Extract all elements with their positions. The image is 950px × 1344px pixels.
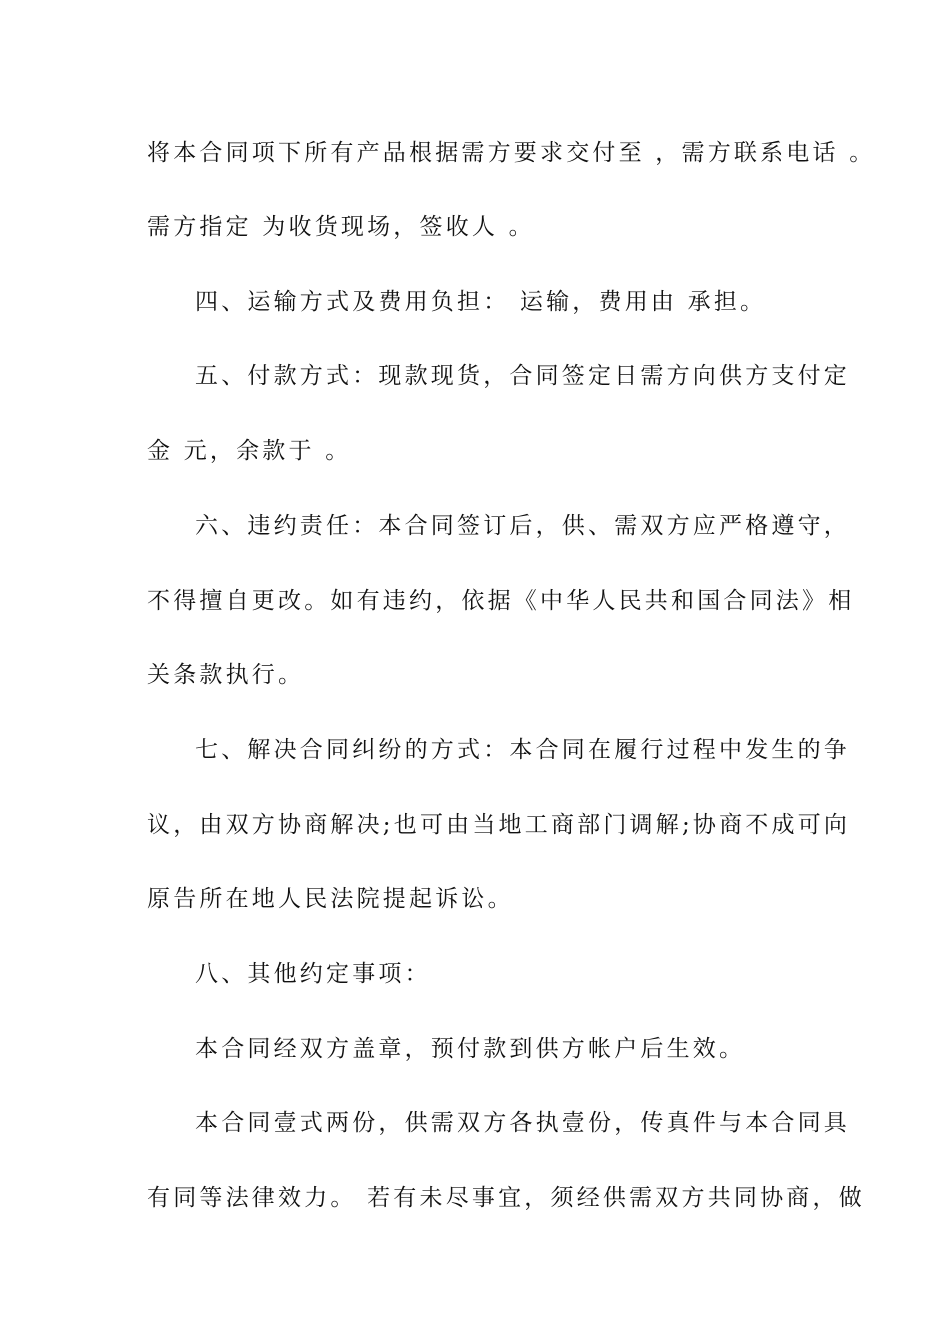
text-line-effective: 本合同经双方盖章，预付款到供方帐户后生效。: [195, 1036, 746, 1062]
text-line-receiving: 需方指定 为收货现场，签收人 。: [147, 214, 535, 240]
text-line-liability-end: 关条款执行。: [147, 662, 305, 688]
clause-5-payment: 五、付款方式：现款现货，合同签定日需方向供方支付定: [195, 363, 850, 389]
clause-6-liability: 六、违约责任：本合同签订后，供、需双方应严格遵守，: [195, 513, 850, 539]
text-line-delivery: 将本合同项下所有产品根据需方要求交付至 ，需方联系电话 。: [147, 140, 876, 166]
clause-7-disputes: 七、解决合同纠纷的方式：本合同在履行过程中发生的争: [195, 737, 850, 763]
text-line-disputes-cont: 议，由双方协商解决;也可由当地工商部门调解;协商不成可向: [147, 812, 851, 838]
text-line-payment-cont: 金 元，余款于 。: [147, 438, 352, 464]
text-line-copies: 本合同壹式两份，供需双方各执壹份，传真件与本合同具: [195, 1110, 850, 1136]
text-line-copies-cont: 有同等法律效力。 若有未尽事宜，须经供需双方共同协商，做: [147, 1185, 865, 1211]
text-line-disputes-end: 原告所在地人民法院提起诉讼。: [147, 886, 514, 912]
text-line-liability-cont: 不得擅自更改。如有违约，依据《中华人民共和国合同法》相: [147, 588, 855, 614]
clause-4-transport: 四、运输方式及费用负担： 运输，费用由 承担。: [195, 289, 767, 315]
clause-8-other: 八、其他约定事项：: [195, 961, 431, 987]
